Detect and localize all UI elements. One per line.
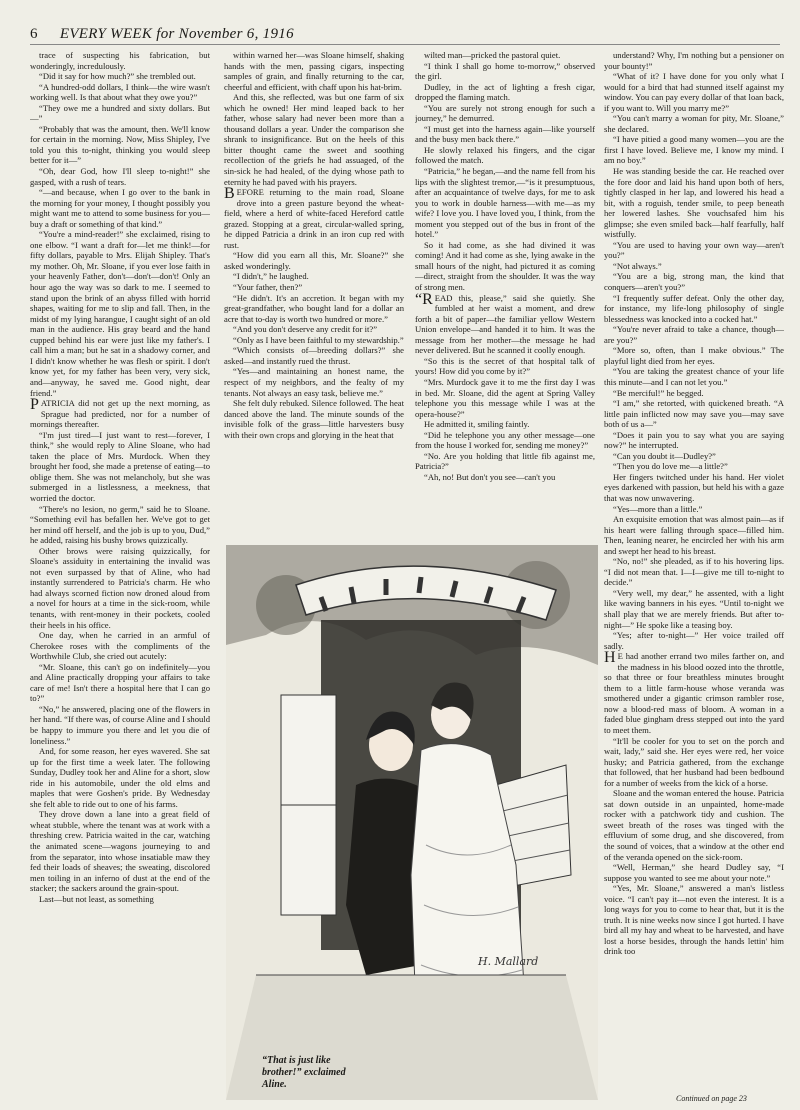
paragraph: understand? Why, I'm nothing but a pensioner on your bounty!” [604, 50, 784, 71]
paragraph: H E had another errand two miles farther on, and the madness in his blood oozed into the throttle, so that three or four breathless minutes brought them to a little farm-house whose veranda was smothered under a gigantic crimson rambler rose, now a blood-red mass of bloom. A woman in a faded blue gingham dress stepped out into the yard to meet them. [604, 649, 784, 735]
text-column-1 [30, 50, 210, 1100]
paragraph: “Very well, my dear,” he assented, with a light like waving banners in his eyes. “Until to-night we shall play that we are merely friends. But after to-night—” He spoke like a teasing boy. [604, 587, 784, 630]
paragraph: “Not always.” [613, 260, 662, 271]
paragraph: “There's no lesion, no germ,” said he to Sloane. “Something evil has befallen her. We've got to get her mind off herself, and the job is up to you, Dud,” he added, raising his bushy brows quizzically. [30, 503, 210, 546]
paragraph: “How did you earn all this, Mr. Sloane?” she asked wonderingly. [224, 250, 404, 271]
paragraph: “Which consists of—breeding dollars?” she asked—and instantly rued the thrust. [224, 345, 404, 366]
paragraph: “You can't marry a woman for pity, Mr. Sloane,” she declared. [604, 113, 784, 134]
paragraph: “Mr. Sloane, this can't go on indefinitely—you and Aline practically dropping your affairs to take care of me! Isn't there a hospital here that I can go to?” [30, 661, 210, 704]
paragraph: “He didn't. It's an accretion. It began with my great-grandfather, who bought land for a dollar an acre that to-day is worth two hundred or more.” [224, 292, 404, 324]
paragraph: They drove down a lane into a great field of wheat stubble, where the tenant was at work with a threshing crew. Patricia waited in the car, watching the animated scene—wagons journeying to and from the separator, into whose insatiable maw they fed their loads of sheaves; the sweating, discolored men toiling in an inferno of dust at the end of the stacker; the sackers around the grain-spout. [30, 809, 210, 894]
paragraph: “I have pitied a good many women—you are the first I have loved. Believe me, I know my mind. I am no boy.” [604, 134, 784, 166]
paragraph: Sloane and the woman entered the house. Patricia sat down outside in an unpainted, home-made rocker with a patchwork tidy and cushion. The sweet breath of the roses was tinged with the effluvium of some drug, and she discovered, from the sound of voices, that a window at the other end of the veranda opened on the sick-room. [604, 788, 784, 862]
paragraph: trace of suspecting his fabrication, but wonderingly, incredulously. [30, 50, 210, 71]
paragraph: PATRICIA did not get up the next morning, as Sprague had predicted, nor for a number of mornings thereafter. [30, 396, 210, 430]
illustration-drawing [226, 545, 598, 1100]
paragraph: “It'll be cooler for you to set on the porch and wait, lady,” said she. Her eyes were red, her voice husky; and Patricia gathered, from the exchange that followed, that her husband had been bedbound for a number of weeks from the kick of a horse. [604, 735, 784, 788]
paragraph: “A hundred-odd dollars, I think—the wire wasn't working well. Is that about what they owe you?” [30, 81, 210, 103]
paragraph: “READ this, please,” said she quietly. She fumbled at her waist a moment, and drew forth a bit of paper—the familiar yellow Western Union envelope—and handed it to him. It was the message from her mother—the message he had never delivered. But he scanned it coolly enough. [415, 290, 595, 356]
paragraph: BEFORE returning to the main road, Sloane drove into a green pasture beyond the wheat-field, where a herd of white-faced Hereford cattle grazed. Stopping at a great, circular-walled spring, he dipped Patricia a drink in an iron cup red with rust. [224, 185, 404, 250]
text-column-4 [604, 50, 784, 1080]
drop-cap: B [224, 185, 235, 203]
text-column-3 [415, 50, 595, 540]
paragraph: within warned her—was Sloane himself, shaking hands with the men, passing cigars, inspecting samples of grain, and finally returning to the car, cheerful and efficient, with chaff upon his hat-brim. [224, 50, 404, 92]
paragraph: “Only as I have been faithful to my stewardship.” [233, 334, 404, 345]
page-number: 6 [30, 26, 38, 42]
paragraph: And, for some reason, her eyes wavered. She sat up for the first time a week later. The following Sunday, Dudley took her and Aline for a short, slow ride in his automobile, under the old elms and maples that were Goshen's pride. By Wednesday she felt able to ride out to one of his farms. [30, 746, 210, 809]
paragraph: Other brows were raising quizzically, for Sloane's assiduity in entertaining the invalid was not even surpassed by that of Aline, who had instantly surrendered to Patricia's charm. He who had always scorned fiction now droned aloud from a novel for hours at a time in the sick-room, while tenants, with rent-money in their pockets, cooled their heels in his office. [30, 545, 210, 630]
paragraph: “Oh, dear God, how I'll sleep to-night!” she gasped, with a rush of tears. [30, 166, 210, 187]
paragraph: “I'm just tired—I just want to rest—forever, I think,” she would reply to Aline Sloane, who had taken the place of Mrs. Murdock. When they brought her food, she made a pretense of eating—to oblige them. She was not melancholy, but she was submerged in a listlessness, a meekness, that worried the doctor. [30, 429, 210, 503]
paragraph: “You are surely not strong enough for such a journey,” he demurred. [415, 102, 595, 124]
paragraph: She felt duly rebuked. Silence followed. The heat danced above the land. The minute sounds of the invisible folk of the grass—little harvesters busy with their own crops and glorying in the heat that [224, 398, 404, 440]
drop-cap: “R [415, 290, 433, 308]
paragraph: “You are taking the greatest chance of your life this minute—and I can not let you.” [604, 366, 784, 387]
paragraph: “More so, often, than I make obvious.” The playful light died from her eyes. [604, 345, 784, 366]
paragraph: And this, she reflected, was but one farm of six which he owned! Her mind leaped back to her father, whose salary had never been more than a thousand dollars a year. Under the comparison she shrank to insignificance. But on the heels of this bitter thought came the sweet and soothing recollection of the griefs he had assuaged, of the sin-sick he had healed, of the dying whose path to eternity he had paved with his prayers. [224, 92, 404, 187]
paragraph: An exquisite emotion that was almost pain—as if his heart were falling through space—filled him. Then, leaning nearer, he encircled her with his arm and swept her head to his breast. [604, 514, 784, 556]
paragraph: “Probably that was the amount, then. We'll know for certain in the morning. Now, Miss Shipley, I've told you this to-night, thinking you would sleep better for it—” [30, 123, 210, 166]
paragraph: “Did it say for how much?” she trembled out. [39, 71, 196, 82]
paragraph: “Then you do love me—a little?” [613, 461, 728, 472]
paragraph: wilted man—pricked the pastoral quiet. [424, 50, 561, 60]
paragraph: “Ah, no! But don't you see—can't you [424, 471, 556, 482]
paragraph: So it had come, as she had divined it was coming! And it had come as she, lying awake in the small hours of the night, had pictured it as coming—direct, straight from the shoulder. It was the way of strong men. [415, 239, 595, 293]
story-illustration [226, 545, 598, 1100]
paragraph: Her fingers twitched under his hand. Her violet eyes darkened with passion, but held his with a gaze that was now unwavering. [604, 471, 784, 503]
paragraph: “I am,” she retorted, with quickened breath. “A little pain inflicted now may save you—may save both of us a—” [604, 398, 784, 430]
paragraph: He admitted it, smiling faintly. [424, 419, 530, 430]
drop-cap: H [604, 649, 616, 667]
paragraph: “I didn't,” he laughed. [233, 271, 309, 282]
paragraph: “You're a mind-reader!” she exclaimed, rising to one elbow. “I want a draft for—let me think!—for fifty dollars, payable to Mrs. Elijah Shipley. That's my mother. Oh, Mr. Sloane, if you ever lose faith in your heavenly Father, don't—don't—don't! Only an hour ago the way was so dark to me. I seemed to stand upon the brink of an abyss filled with horrid shapes, waiting for me to slip and fall. Then, in the midst of my lying harangue, I caught sight of an old man in the audience. His gray beard and the hand cupped behind his ear were just like my father's. I call him a man; but he sat in a shadowy corner, and I didn't know whether he was flesh or spirit. I don't know yet, for my father has been very, very sick, and—anyway, he saved me. Good night, dear friend.” [30, 229, 210, 398]
paragraph: “Does it pain you to say what you are saying now?” he interrupted. [604, 429, 784, 451]
paragraph: “I frequently suffer defeat. Only the other day, for instance, my life-long philosophy of single blessedness was knocked into a cocked hat.” [604, 292, 784, 324]
paragraph: “No, no!” she pleaded, as if to his hovering lips. “I did not mean that. I—I—give me till to-night to decide.” [604, 556, 784, 588]
paragraph: “Yes—more than a little.” [613, 503, 703, 514]
illustration-caption: “That is just like brother!” exclaimed Aline. [262, 1055, 346, 1090]
paragraph: “Yes; after to-night—” Her voice trailed off sadly. [604, 630, 784, 651]
paragraph: He slowly relaxed his fingers, and the cigar followed the match. [415, 144, 595, 166]
paragraph: “They owe me a hundred and sixty dollars. But—” [30, 102, 210, 124]
paragraph: “No,” he answered, placing one of the flowers in her hand. “If there was, of course Aline and I should be happy to immure you there and let you die of loneliness.” [30, 703, 210, 746]
magazine-title: EVERY WEEK for November 6, 1916 [59, 26, 294, 42]
paragraph: “You are a big, strong man, the kind that conquers—aren't you?” [604, 271, 784, 293]
paragraph: “I think I shall go home to-morrow,” observed the girl. [415, 60, 595, 82]
paragraph: One day, when he carried in an armful of Cherokee roses with the compliments of the Worthwhile Club, she cried out acutely: [30, 630, 210, 662]
paragraph: “Your father, then?” [233, 282, 303, 293]
page-header [30, 26, 780, 45]
paragraph: “You are used to having your own way—aren't you?” [604, 239, 784, 261]
paragraph: “Mrs. Murdock gave it to me the first day I was in bed. Mr. Sloane, did the agent at Spring Valley telephone you this message while I was at the opera-house?” [415, 376, 595, 419]
continued-note: Continued on page 23 [676, 1094, 747, 1103]
text-column-2 [224, 50, 404, 540]
paragraph: He was standing beside the car. He reached over the fore door and laid his hand upon both of hers, tightly clasped in her lap, and lowered his head a bit, with a roguish, tender smile, to peep beneath her lowered lashes. She vouchsafed him his glimpse; she even smiled back—half fearfully, half wistfully. [604, 166, 784, 240]
artist-signature: H. Mallard [478, 955, 539, 968]
paragraph: Dudley, in the act of lighting a fresh cigar, dropped the flaming match. [415, 81, 595, 103]
paragraph: “So this is the secret of that hospital talk of yours! How did you come by it?” [415, 355, 595, 377]
paragraph: “Well, Herman,” she heard Dudley say, “I suppose you wanted to see me about your note.” [604, 862, 784, 883]
paragraph: “What of it? I have done for you only what I would for a bird that had stunned itself against my window. You can pay every dollar of that loan back, if you want to. Will you marry me?” [604, 71, 784, 113]
paragraph: “Did he telephone you any other message—one from the house I worked for, sending me money?” [415, 429, 595, 451]
paragraph: “Yes, Mr. Sloane,” answered a man's listless voice. “I can't pay it—not even the interest. It is a long ways for you to come to hear that, but it is the truth. It is nine weeks now since I got hurted. I have bird all my hay and wheat to be harvested, and have lost a horse besides, through the hands lettin' him drink too [604, 883, 784, 957]
paragraph: Last—but not least, as something [39, 893, 154, 904]
paragraph: “And you don't deserve any credit for it?” [233, 324, 378, 335]
paragraph: “I must get into the harness again—like yourself and the busy men back there.” [415, 123, 595, 145]
paragraph: “Be merciful!” he begged. [613, 387, 704, 398]
paragraph: “Patricia,” he began,—and the name fell from his lips with the slightest tremor,—“is it presumptuous, after an acquaintance of twelve days, for me to ask you to work in double harness—with me—as my wife? I love you. I have loved you, I think, from the moment you stepped out of the bus in front of the hotel.” [415, 166, 595, 240]
paragraph: “Can you doubt it—Dudley?” [613, 450, 716, 461]
paragraph: “No. Are you holding that little fib against me, Patricia?” [415, 450, 595, 472]
paragraph: “You're never afraid to take a chance, though—are you?” [604, 324, 784, 345]
drop-cap: P [30, 396, 39, 414]
paragraph: “—and because, when I go over to the bank in the morning for your money, I thought possibly you might want me to attend to some business for you—buy a draft or something of that kind.” [30, 187, 210, 229]
paragraph: “Yes—and maintaining an honest name, the respect of my neighbors, and the fealty of my tenants. Not always an easy task, believe me.” [224, 366, 404, 398]
